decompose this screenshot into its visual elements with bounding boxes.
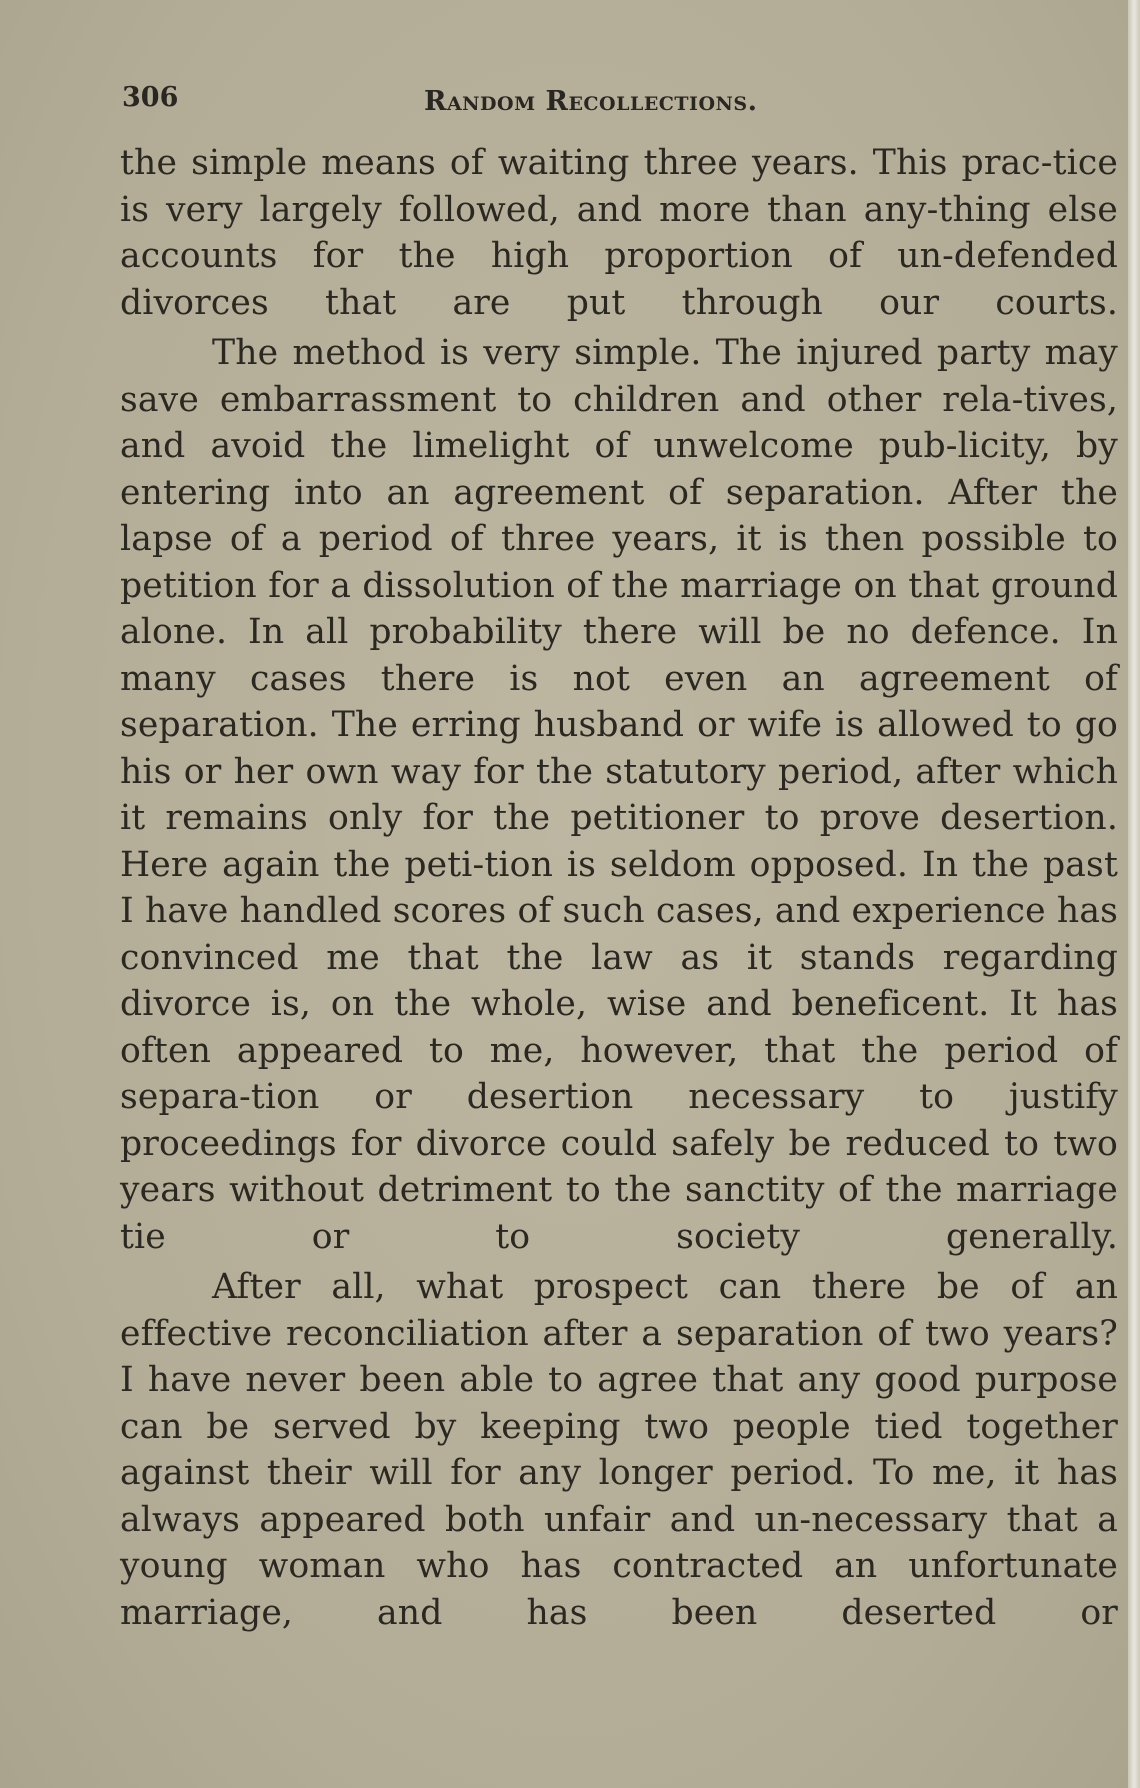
- paragraph-1: the simple means of waiting three years. This prac-tice is very largely followed, and more than any-thing else accounts for the high proportion of un-defended divorces that are put through our courts.: [120, 143, 1118, 323]
- body-text: [120, 140, 1118, 1636]
- page-edge: [1128, 0, 1140, 1788]
- page-header: [122, 82, 1118, 132]
- paragraph-2: The method is very simple. The injured party may save embarrassment to children and other rela-tives, and avoid the limelight of unwelcome pub-licity, by entering into an agreement of separation. After the lapse of a period of three years, it is then possible to petition for a dissolution of the marriage on that ground alone. In all probability there will be no defence. In many cases there is not even an agreement of separation. The erring husband or wife is allowed to go his or her own way for the statutory period, after which it remains only for the petitioner to prove desertion. Here again the peti-tion is seldom opposed. In the past I have handled scores of such cases, and experience has convinced me that the law as it stands regarding divorce is, on the whole, wise and beneficent. It has often appeared to me, however, that the period of separa-tion or desertion necessary to justify proceedings for divorce could safely be reduced to two years without detriment to the sanctity of the marriage tie or to society generally.: [120, 333, 1118, 1257]
- running-head: Random Recollections.: [424, 86, 758, 117]
- paragraph-3: After all, what prospect can there be of an effective reconciliation after a separation of two years? I have never been able to agree that any good purpose can be served by keeping two people tied together against their will for any longer period. To me, it has always appeared both unfair and un-necessary that a young woman who has contracted an unfortunate marriage, and has been deserted or: [120, 1267, 1118, 1633]
- page-number: 306: [122, 82, 179, 113]
